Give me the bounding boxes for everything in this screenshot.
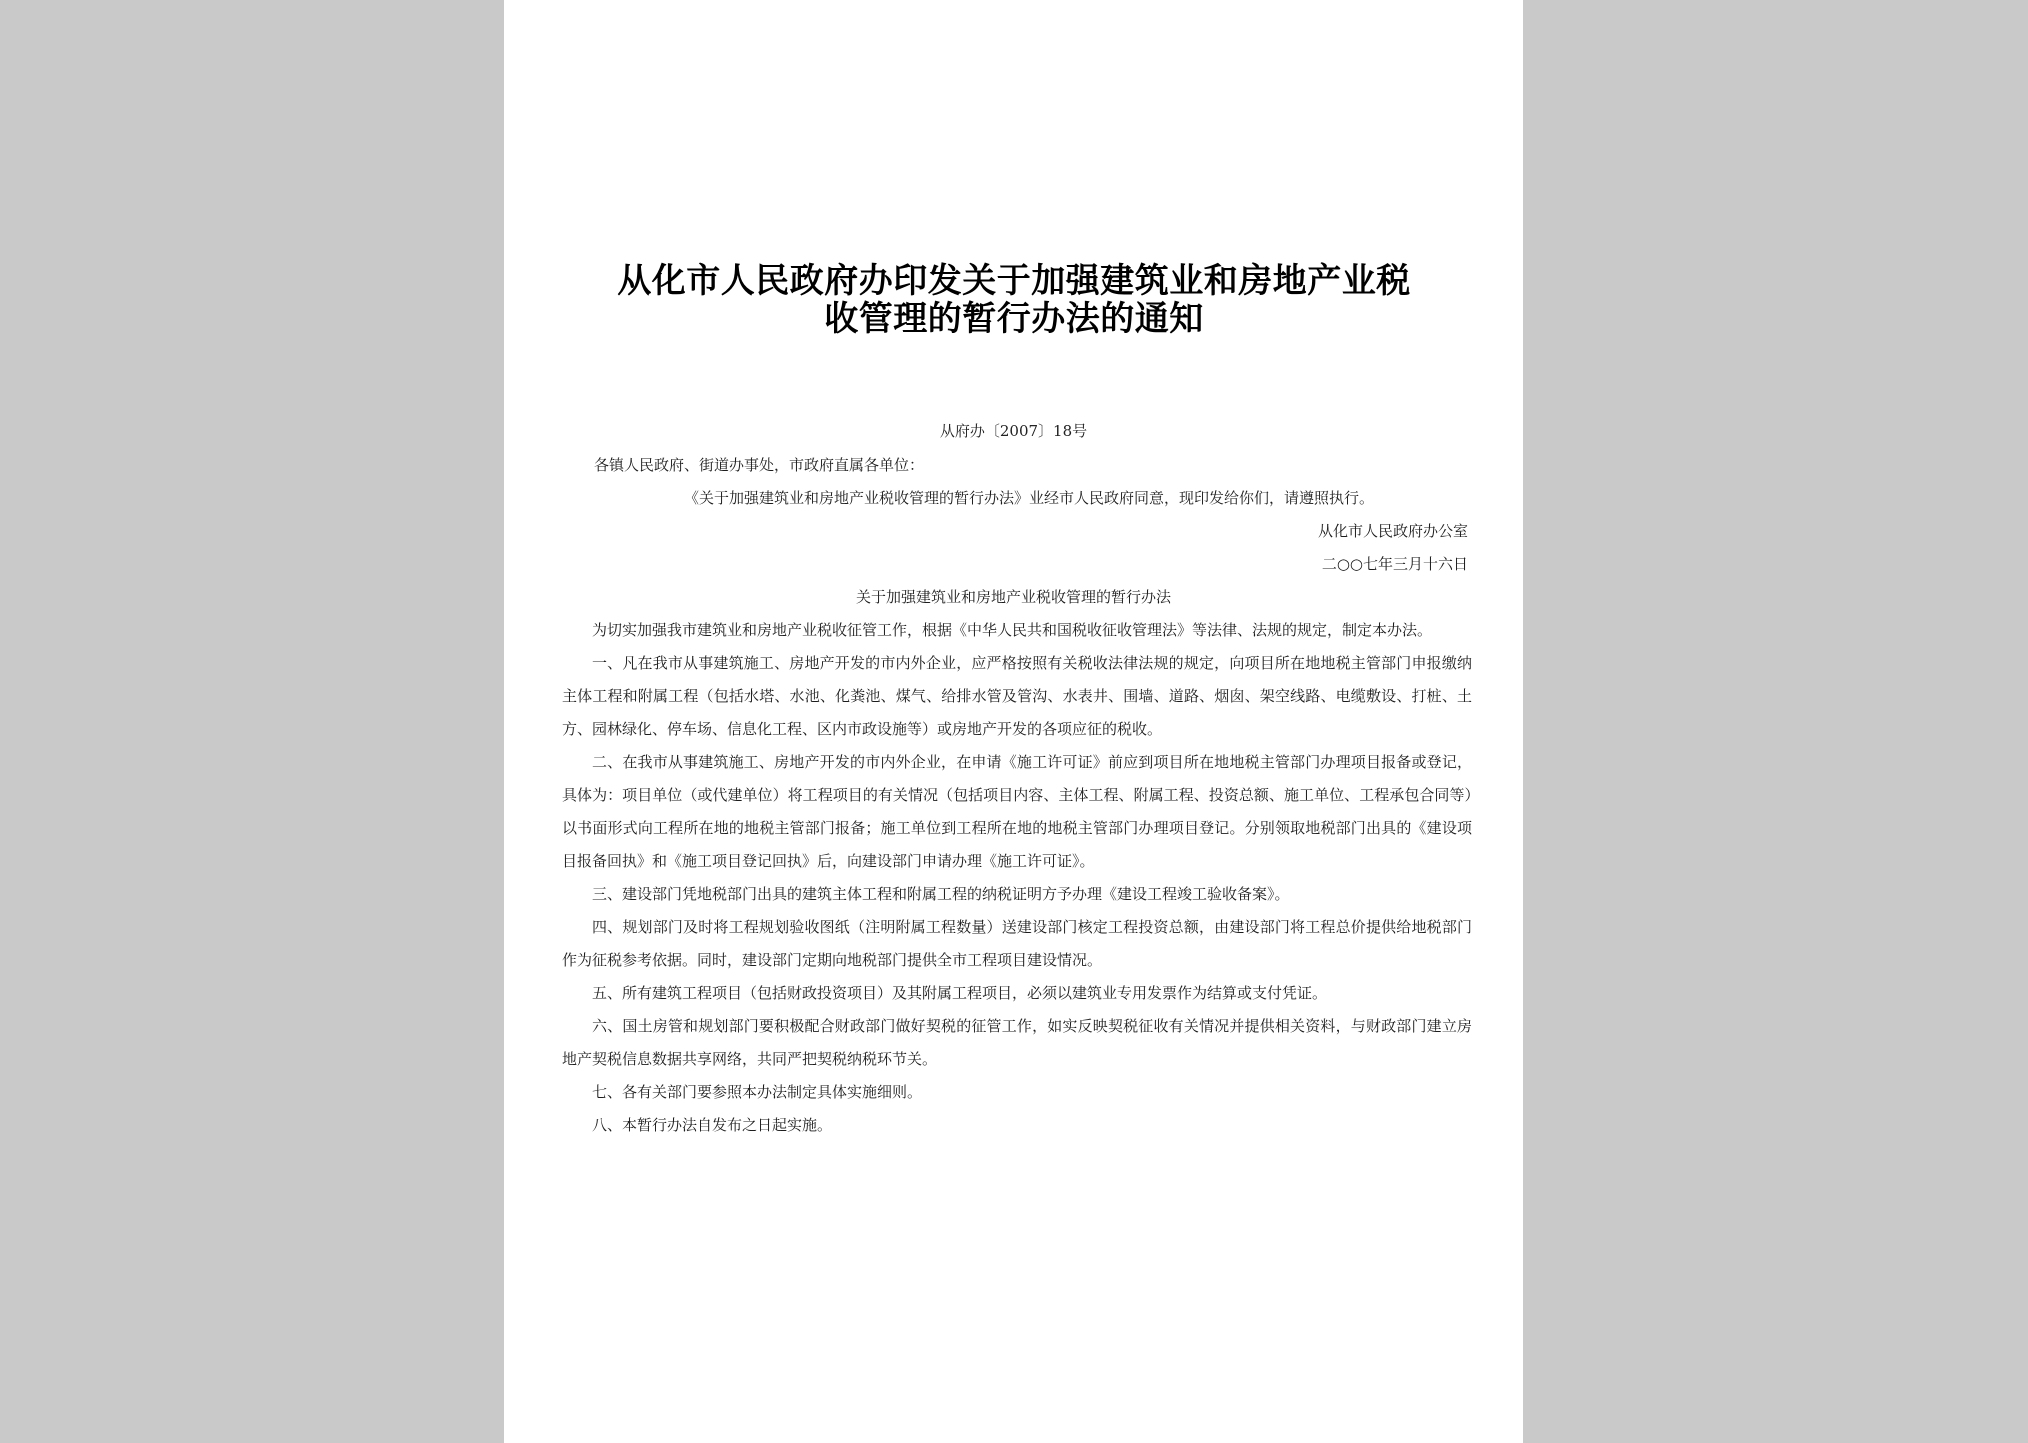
paragraph: 六、国土房管和规划部门要积极配合财政部门做好契税的征管工作，如实反映契税征收有关情况并提供相关资料，与财政部门建立房地产契税信息数据共享网络，共同严把契税纳税环节关。 <box>562 1017 1472 1068</box>
document-title <box>584 262 1444 338</box>
document-number: 从府办〔2007〕18号 <box>939 422 1088 440</box>
signature-office: 从化市人民政府办公室 <box>1317 522 1468 540</box>
title-line-2: 收管理的暂行办法的通知 <box>824 299 1204 339</box>
signature-date: 二○○七年三月十六日 <box>1321 555 1468 573</box>
intro-text: 《关于加强建筑业和房地产业税收管理的暂行办法》业经市人民政府同意，现印发给你们，请遵照执行。 <box>684 489 1375 507</box>
document-page <box>504 0 1523 1443</box>
paragraph: 五、所有建筑工程项目（包括财政投资项目）及其附属工程项目，必须以建筑业专用发票作为结算或支付凭证。 <box>592 984 1328 1002</box>
paragraph: 四、规划部门及时将工程规划验收图纸（注明附属工程数量）送建设部门核定工程投资总额，由建设部门将工程总价提供给地税部门作为征税参考依据。同时，建设部门定期向地税部门提供全市工程项目建设情况。 <box>562 918 1472 969</box>
document-body <box>562 614 1472 1142</box>
title-line-1: 从化市人民政府办印发关于加强建筑业和房地产业税 <box>617 261 1411 301</box>
paragraph: 八、本暂行办法自发布之日起实施。 <box>592 1116 833 1134</box>
paragraph: 二、在我市从事建筑施工、房地产开发的市内外企业，在申请《施工许可证》前应到项目所在地地税主管部门办理项目报备或登记，具体为：项目单位（或代建单位）将工程项目的有关情况（包括项目内容、主体工程、附属工程、投资总额、施工单位、工程承包合同等）以书面形式向工程所在地的地税主管部门报备；施工单位到工程所在地的地税主管部门办理项目登记。分别领取地税部门出具的《建设项目报备回执》和《施工项目登记回执》后，向建设部门申请办理《施工许可证》。 <box>562 753 1472 870</box>
paragraph: 一、凡在我市从事建筑施工、房地产开发的市内外企业，应严格按照有关税收法律法规的规定，向项目所在地地税主管部门申报缴纳主体工程和附属工程（包括水塔、水池、化粪池、煤气、给排水管及管沟、水表井、围墙、道路、烟囱、架空线路、电缆敷设、打桩、土方、园林绿化、停车场、信息化工程、区内市政设施等）或房地产开发的各项应征的税收。 <box>562 654 1472 738</box>
paragraph: 七、各有关部门要参照本办法制定具体实施细则。 <box>592 1083 923 1101</box>
paragraph: 三、建设部门凭地税部门出具的建筑主体工程和附属工程的纳税证明方予办理《建设工程竣工验收备案》。 <box>592 885 1290 903</box>
paragraph: 为切实加强我市建筑业和房地产业税收征管工作，根据《中华人民共和国税收征收管理法》等法律、法规的规定，制定本办法。 <box>592 621 1433 639</box>
document-subtitle: 关于加强建筑业和房地产业税收管理的暂行办法 <box>855 588 1171 606</box>
addressee: 各镇人民政府、街道办事处，市政府直属各单位： <box>594 456 925 474</box>
